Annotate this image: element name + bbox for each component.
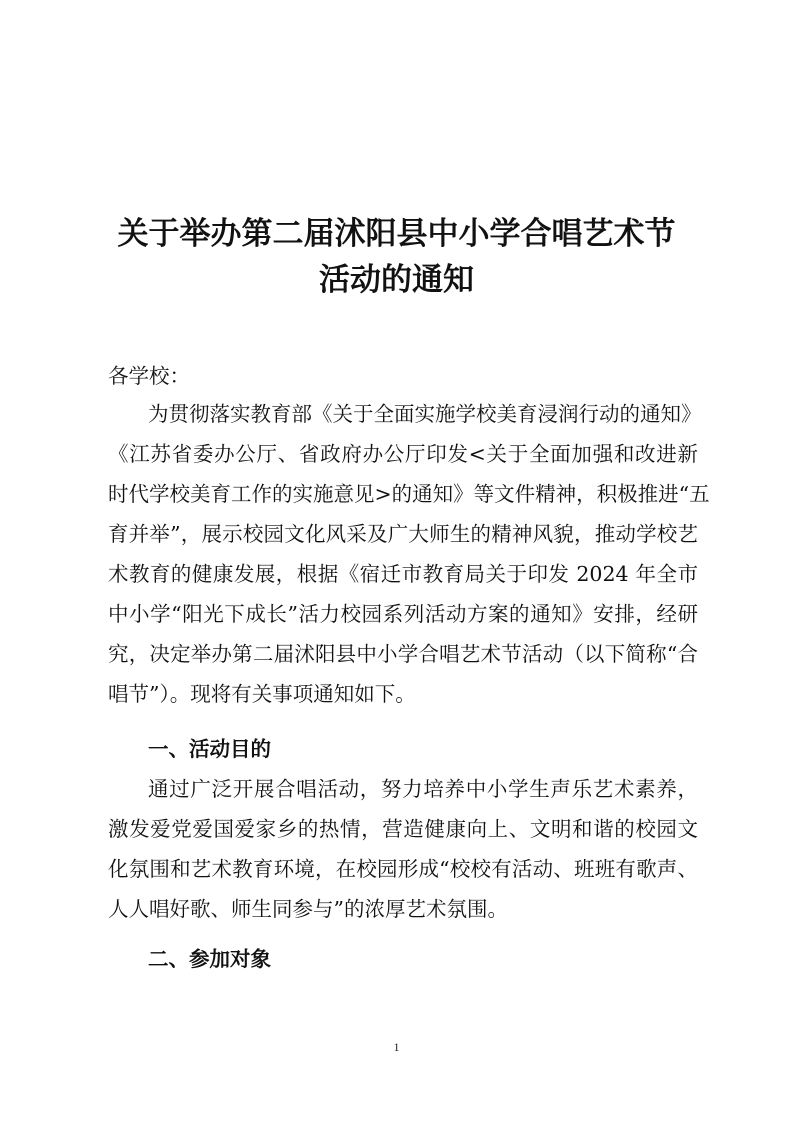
paragraph-line: 为贯彻落实教育部《关于全面实施学校美育浸润行动的通知》	[148, 402, 702, 426]
salutation: 各学校：	[108, 364, 190, 388]
paragraph-line: 育并举”，展示校园文化风采及广大师生的精神风貌，推动学校艺	[108, 522, 698, 546]
paragraph-line: 通过广泛开展合唱活动，努力培养中小学生声乐艺术素养，	[148, 777, 698, 801]
paragraph-line: 激发爱党爱国爱家乡的热情，营造健康向上、文明和谐的校园文	[108, 817, 698, 841]
paragraph-line: 时代学校美育工作的实施意见>的通知》等文件精神，积极推进“五	[108, 482, 710, 506]
paragraph-line: 究，决定举办第二届沭阳县中小学合唱艺术节活动（以下简称“合	[108, 642, 698, 666]
page-number: 1	[393, 1040, 400, 1054]
paragraph-line: 化氛围和艺术教育环境，在校园形成“校校有活动、班班有歌声、	[108, 857, 698, 881]
section-heading-purpose: 一、活动目的	[148, 737, 271, 761]
paragraph-line: 术教育的健康发展，根据《宿迁市教育局关于印发 2024 年全市	[108, 562, 698, 586]
document-title-line-2: 活动的通知	[319, 262, 474, 298]
paragraph-line: 《江苏省委办公厅、省政府办公厅印发<关于全面加强和改进新	[108, 442, 698, 466]
paragraph-line: 人人唱好歌、师生同参与”的浓厚艺术氛围。	[108, 897, 508, 921]
paragraph-line: 中小学“阳光下成长”活力校园系列活动方案的通知》安排，经研	[108, 602, 698, 626]
document-title-line-1: 关于举办第二届沭阳县中小学合唱艺术节	[117, 216, 676, 252]
paragraph-line: 唱节”）。现将有关事项通知如下。	[108, 682, 416, 706]
section-heading-participants: 二、参加对象	[148, 947, 271, 971]
